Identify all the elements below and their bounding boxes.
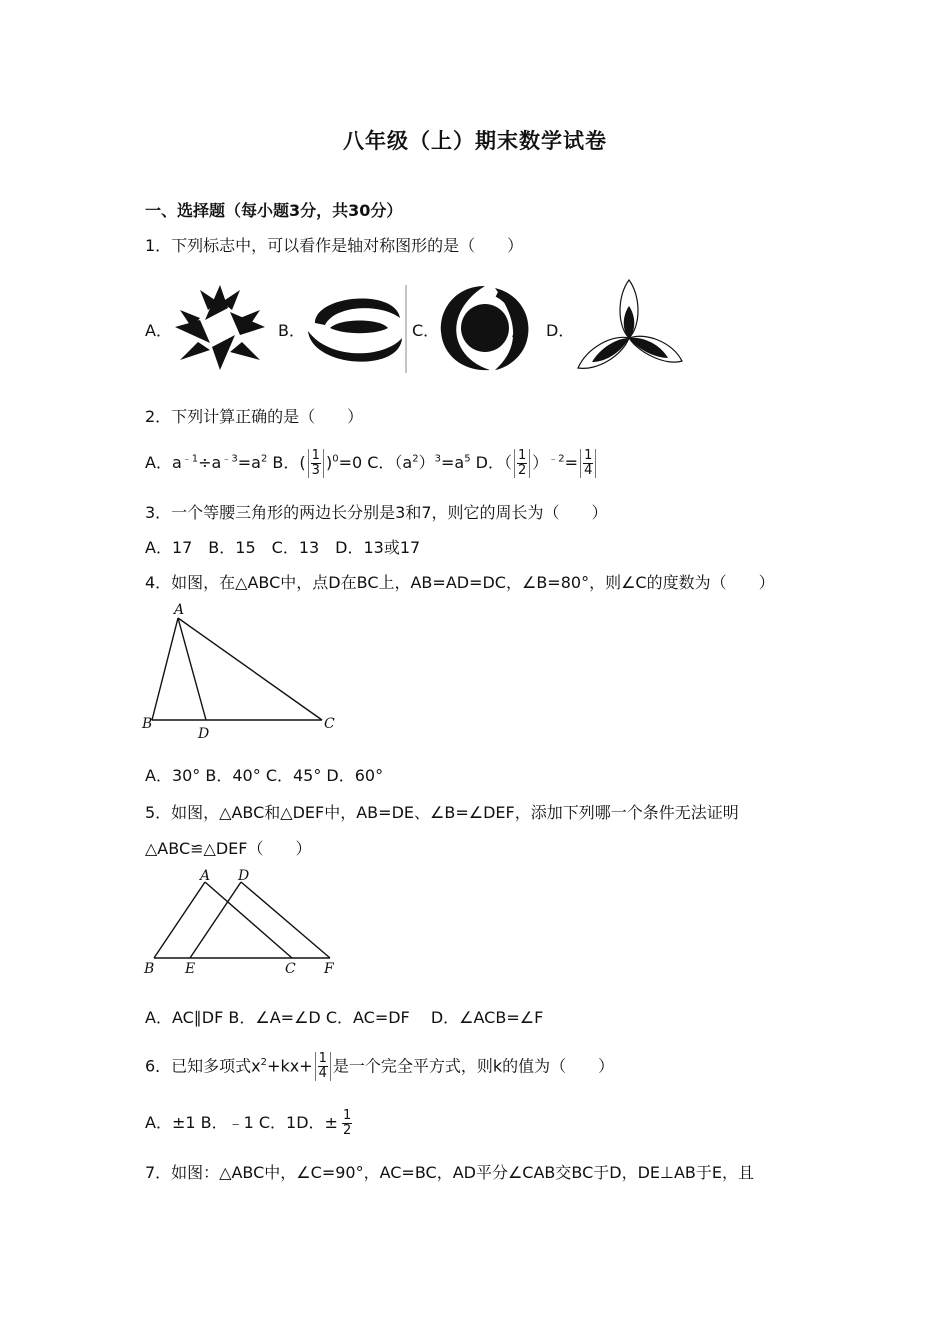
question-1-stem: 1．下列标志中，可以看作是轴对称图形的是（ ） — [145, 236, 524, 255]
swirl-circle-logo — [435, 282, 535, 374]
vertex-label-e: E — [185, 961, 196, 977]
q1-option-c-label: C． — [412, 321, 440, 340]
section-heading: 一、选择题（每小题3分，共30分） — [145, 201, 403, 220]
q1-option-b-label: B． — [278, 321, 305, 340]
question-4-options: A．30° B．40° C．45° D．60° — [145, 766, 384, 785]
question-2-stem: 2．下列计算正确的是（ ） — [145, 407, 364, 426]
vertex-label-d: D — [238, 868, 250, 884]
vertex-label-a: A — [174, 602, 185, 618]
vertex-label-c: C — [285, 961, 296, 977]
question-5-stem-line1: 5．如图，△ABC和△DEF中，AB=DE、∠B=∠DEF，添加下列哪一个条件无法证明 — [145, 803, 739, 822]
q2-option-a: A．$a^{﹣1}\div a^{﹣3}=a^2$ — [145, 453, 268, 473]
vertex-label-d: D — [198, 726, 210, 742]
vertex-label-f: F — [324, 961, 334, 977]
q1-option-a-label: A． — [145, 321, 172, 340]
q2-option-b: B．( $\frac{1}{3}$ )$^0$=0 C．$(a^2)^3=a^5$ — [272, 448, 471, 479]
split-ring-logo — [300, 283, 410, 373]
two-triangles-figure — [140, 866, 350, 981]
question-3-options: A．17 B．15 C．13 D．13或17 — [145, 538, 421, 557]
vertex-label-b: B — [144, 961, 155, 977]
question-4-stem: 4．如图，在△ABC中，点D在BC上，AB=AD=DC，∠B=80°，则∠C的度数为（ ） — [145, 573, 775, 592]
q2-option-d: D．（ $\frac{1}{2}$ ）$^{﹣2}$= $\frac{1}{4}$ — [476, 453, 599, 472]
question-2-options — [145, 440, 598, 480]
question-6-stem: 6．已知多项式$x^2+kx+$ $\frac{1}{4}$ 是一个完全平方式，则k的值为（ ） — [145, 1051, 615, 1082]
vertex-label-b: B — [142, 716, 153, 732]
question-5-options: A．AC∥DF B．∠A=∠D C．AC=DF D．∠ACB=∠F — [145, 1008, 544, 1027]
question-7-stem: 7．如图：△ABC中，∠C=90°，AC=BC，AD平分∠CAB交BC于D，DE⊥AB于E，且 — [145, 1163, 754, 1182]
four-star-pinwheel-logo — [170, 280, 270, 375]
question-6-options: A．±1 B．﹣1 C．1D．± $\frac{1}{2}$ — [145, 1108, 352, 1138]
page-title: 八年级（上）期末数学试卷 — [343, 129, 607, 153]
triangle-abc-figure — [140, 598, 340, 743]
q1-option-d-label: D． — [546, 321, 575, 340]
question-5-stem-line2: △ABC≌△DEF（ ） — [145, 839, 312, 858]
question-3-stem: 3．一个等腰三角形的两边长分别是3和7，则它的周长为（ ） — [145, 503, 608, 522]
three-petal-logo — [572, 276, 687, 376]
vertex-label-a: A — [200, 868, 211, 884]
vertex-label-c: C — [324, 716, 335, 732]
